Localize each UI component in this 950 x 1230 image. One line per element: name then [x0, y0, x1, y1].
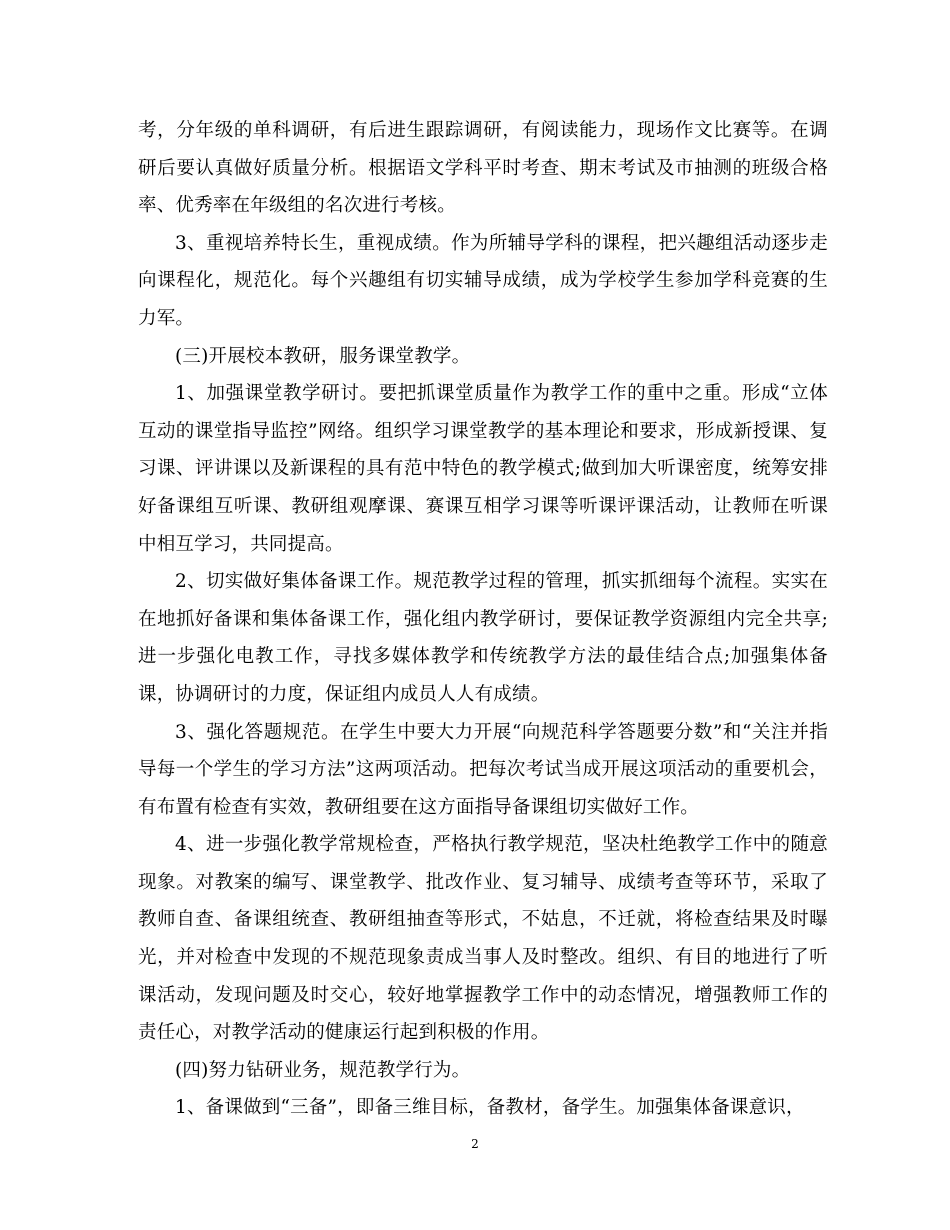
paragraph-item-1-classroom-research: 1、加强课堂教学研讨。要把抓课堂质量作为教学工作的重中之重。形成“立体互动的课堂指导监控”网络。组织学习课堂教学的基本理论和要求，形成新授课、复习课、评讲课以及新课程的具有范中特色的教学模式;做到加大听课密度，统筹安排好备课组互听课、教研组观摩课、赛课互相学习课等听课评课活动，让教师在听课中相互学习，共同提高。: [138, 383, 828, 555]
document-body: [138, 112, 828, 1127]
page-number: 2: [471, 1137, 479, 1151]
paragraph-item-3-talent-students: 3、重视培养特长生，重视成绩。作为所辅导学科的课程，把兴趣组活动逐步走向课程化，规范化。每个兴趣组有切实辅导成绩，成为学校学生参加学科竞赛的生力军。: [138, 232, 828, 329]
section-heading-4: (四)努力钻研业务，规范教学行为。: [175, 1059, 471, 1081]
paragraph-item-3-answer-standards: 3、强化答题规范。在学生中要大力开展“向规范科学答题要分数”和“关注并指导每一个学生的学习方法”这两项活动。把每次考试当成开展这项活动的重要机会，有布置有检查有实效，教研组要在这方面指导备课组切实做好工作。: [138, 721, 828, 818]
paragraph-item-2-collective-preparation: 2、切实做好集体备课工作。规范教学过程的管理，抓实抓细每个流程。实实在在地抓好备课和集体备课工作，强化组内教学研讨，要保证教学资源组内完全共享;进一步强化电教工作，寻找多媒体教学和传统教学方法的最佳结合点;加强集体备课，协调研讨的力度，保证组内成员人人有成绩。: [138, 571, 828, 705]
section-heading-3: (三)开展校本教研，服务课堂教学。: [175, 345, 471, 367]
paragraph-item-4-routine-inspection: 4、进一步强化教学常规检查，严格执行教学规范，坚决杜绝教学工作中的随意现象。对教案的编写、课堂教学、批改作业、复习辅导、成绩考查等环节，采取了教师自查、备课组统查、教研组抽查等形式，不姑息，不迁就，将检查结果及时曝光，并对检查中发现的不规范现象责成当事人及时整改。组织、有目的地进行了听课活动，发现问题及时交心，较好地掌握教学工作中的动态情况，增强教师工作的责任心，对教学活动的健康运行起到积极的作用。: [138, 834, 828, 1044]
paragraph-continuation: 考，分年级的单科调研，有后进生跟踪调研，有阅读能力，现场作文比赛等。在调研后要认真做好质量分析。根据语文学科平时考查、期末考试及市抽测的班级合格率、优秀率在年级组的名次进行考核。: [138, 120, 828, 217]
paragraph-item-1-three-preparations: 1、备课做到“三备”，即备三维目标，备教材，备学生。加强集体备课意识，: [175, 1097, 805, 1119]
